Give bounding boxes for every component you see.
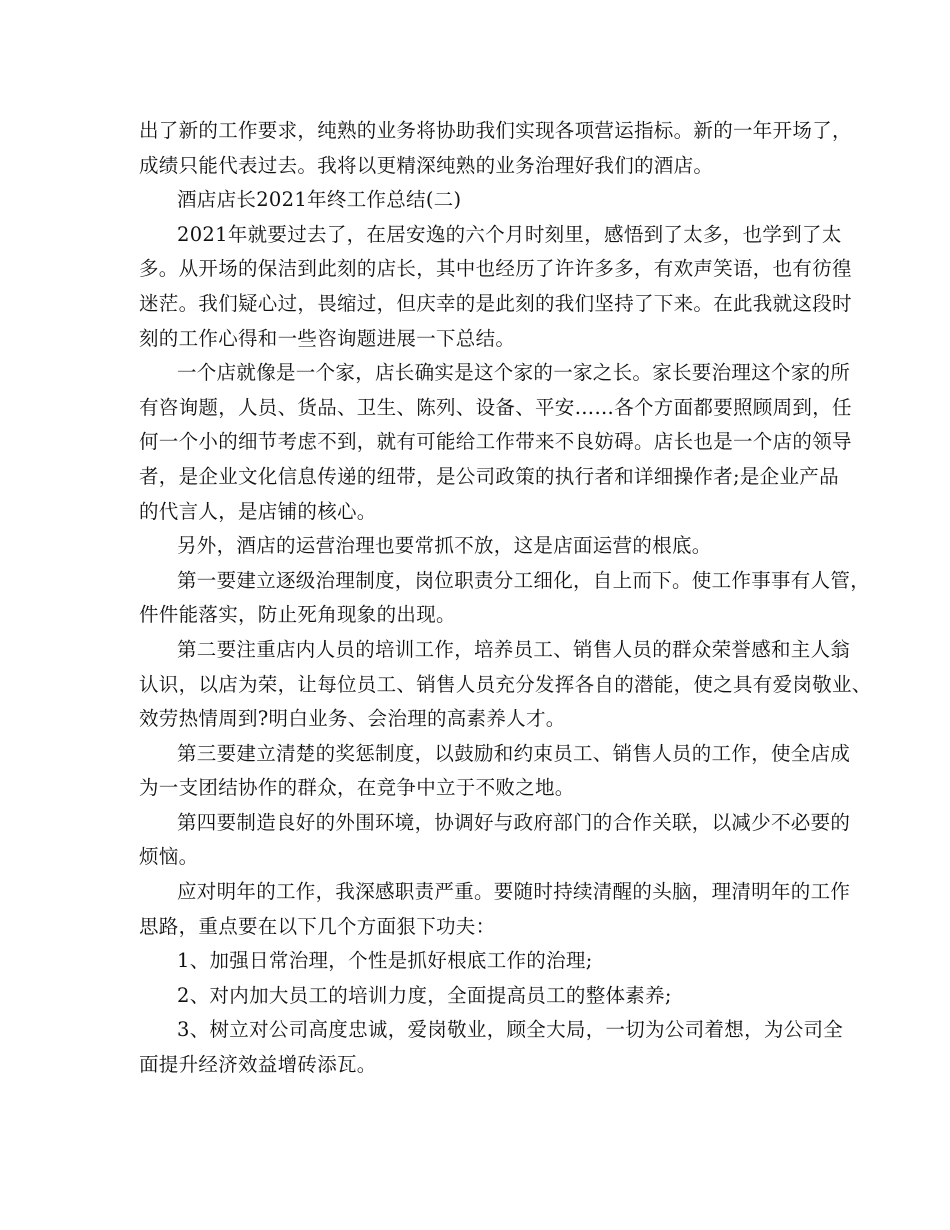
document-body [139, 114, 872, 1083]
text-line: 有咨询题，人员、货品、卫生、陈列、设备、平安……各个方面都要照顾周到，任 [139, 395, 852, 419]
text-line: 认识，以店为荣，让每位员工、销售人员充分发挥各自的潜能，使之具有爱岗敬业、 [139, 672, 872, 696]
text-line: 酒店店长2021年终工作总结(二) [177, 188, 462, 212]
text-line: 效劳热情周到?明白业务、会治理的高素养人才。 [139, 707, 566, 731]
text-line: 应对明年的工作，我深感职责严重。要随时持续清醒的头脑，理清明年的工作 [177, 880, 851, 904]
text-line: 件件能落实，防止死角现象的出现。 [139, 603, 456, 627]
text-line: 迷茫。我们疑心过，畏缩过，但庆幸的是此刻的我们坚持了下来。在此我就这段时 [139, 291, 852, 315]
text-line: 何一个小的细节考虑不到，就有可能给工作带来不良妨碍。店长也是一个店的领导 [139, 430, 852, 454]
text-line: 面提升经济效益增砖添瓦。 [139, 1053, 377, 1077]
text-line: 出了新的工作要求，纯熟的业务将协助我们实现各项营运指标。新的一年开场了， [139, 119, 852, 142]
text-line: 多。从开场的保洁到此刻的店长，其中也经历了许许多多，有欢声笑语，也有彷徨 [139, 257, 852, 281]
text-line: 第二要注重店内人员的培训工作，培养员工、销售人员的群众荣誉感和主人翁 [177, 637, 851, 661]
text-line: 第一要建立逐级治理制度，岗位职责分工细化，自上而下。使工作事事有人管， [177, 568, 871, 592]
text-line: 刻的工作心得和一些咨询题进展一下总结。 [139, 326, 516, 350]
text-line: 第三要建立清楚的奖惩制度，以鼓励和约束员工、销售人员的工作，使全店成 [177, 741, 851, 765]
text-line: 思路，重点要在以下几个方面狠下功夫： [139, 914, 496, 938]
text-line: 为一支团结协作的群众，在竞争中立于不败之地。 [139, 776, 575, 800]
text-line: 成绩只能代表过去。我将以更精深纯熟的业务治理好我们的酒店。 [139, 153, 714, 177]
text-line: 1、加强日常治理，个性是抓好根底工作的治理; [177, 949, 593, 973]
text-line: 3、树立对公司高度忠诚，爱岗敬业，顾全大局，一切为公司着想，为公司全 [177, 1018, 844, 1042]
text-line: 2021年就要过去了，在居安逸的六个月时刻里，感悟到了太多，也学到了太 [177, 222, 842, 246]
text-line: 第四要制造良好的外围环境，协调好与政府部门的合作关联，以减少不必要的 [177, 810, 851, 834]
text-line: 的代言人，是店铺的核心。 [139, 499, 377, 523]
text-line: 另外，酒店的运营治理也要常抓不放，这是店面运营的根底。 [177, 534, 712, 558]
text-line: 2、对内加大员工的培训力度，全面提高员工的整体素养; [177, 983, 672, 1007]
text-line: 烦恼。 [139, 845, 199, 869]
text-line: 者，是企业文化信息传递的纽带，是公司政策的执行者和详细操作者;是企业产品 [139, 464, 839, 488]
text-line: 一个店就像是一个家，店长确实是这个家的一家之长。家长要治理这个家的所 [177, 361, 851, 385]
